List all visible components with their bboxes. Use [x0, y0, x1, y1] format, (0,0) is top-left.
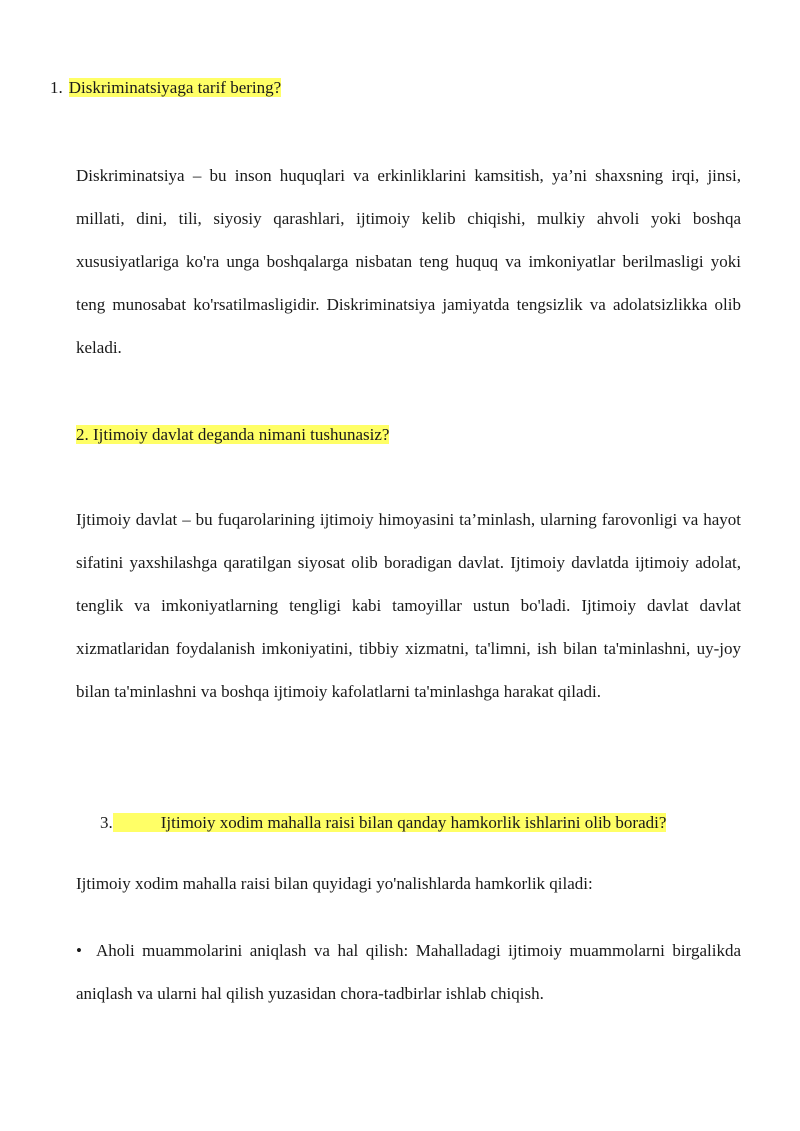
answer-3-intro: Ijtimoiy xodim mahalla raisi bilan quyidagi yo'nalishlarda hamkorlik qiladi: [76, 874, 593, 893]
question-3-heading [100, 810, 666, 836]
answer-1-paragraph: Diskriminatsiya – bu inson huquqlari va erkinliklarini kamsitish, ya’ni shaxsning irqi, jinsi, millati, dini, tili, siyosiy qarashlari, ijtimoiy kelib chiqishi, mulkiy ahvoli yoki boshqa xususiyatlariga ko'ra unga boshqalarga nisbatan teng huquq va imkoniyatlar berilmasligi yoki teng munosabat ko'rsatilmasligidir. Diskriminatsiya jamiyatda tengsizlik va adolatsizlikka olib keladi. [76, 166, 741, 357]
bullet-marker-icon: • [76, 941, 82, 960]
question-3-number: 3. [100, 813, 113, 832]
question-1-number: 1. [50, 78, 63, 97]
question-1-heading [50, 75, 281, 101]
bullet-text: Aholi muammolarini aniqlash va hal qilish: Mahalladagi ijtimoiy muammolarni birgalikda aniqlash va ularni hal qilish yuzasidan chora-tadbirlar ishlab chiqish. [76, 941, 741, 1003]
question-1-text: Diskriminatsiyaga tarif bering? [68, 78, 282, 97]
answer-3-bullet-item [76, 929, 741, 1015]
question-3-text: Ijtimoiy xodim mahalla raisi bilan qanday hamkorlik ishlarini olib boradi? [113, 813, 667, 832]
answer-2-paragraph: Ijtimoiy davlat – bu fuqarolarining ijtimoiy himoyasini ta’minlash, ularning farovonligi va hayot sifatini yaxshilashga qaratilgan siyosat olib boradigan davlat. Ijtimoiy davlatda ijtimoiy adolat, tenglik va imkoniyatlarning tengligi kabi tamoyillar ustun bo'ladi. Ijtimoiy davlat davlat xizmatlaridan foydalanish imkoniyatini, tibbiy xizmatni, ta'limni, ish bilan ta'minlashni, uy-joy bilan ta'minlashni va boshqa ijtimoiy kafolatlarni ta'minlashga harakat qiladi. [76, 510, 741, 701]
question-2-text: 2. Ijtimoiy davlat deganda nimani tushunasiz? [76, 425, 390, 444]
question-2-heading [76, 422, 389, 448]
